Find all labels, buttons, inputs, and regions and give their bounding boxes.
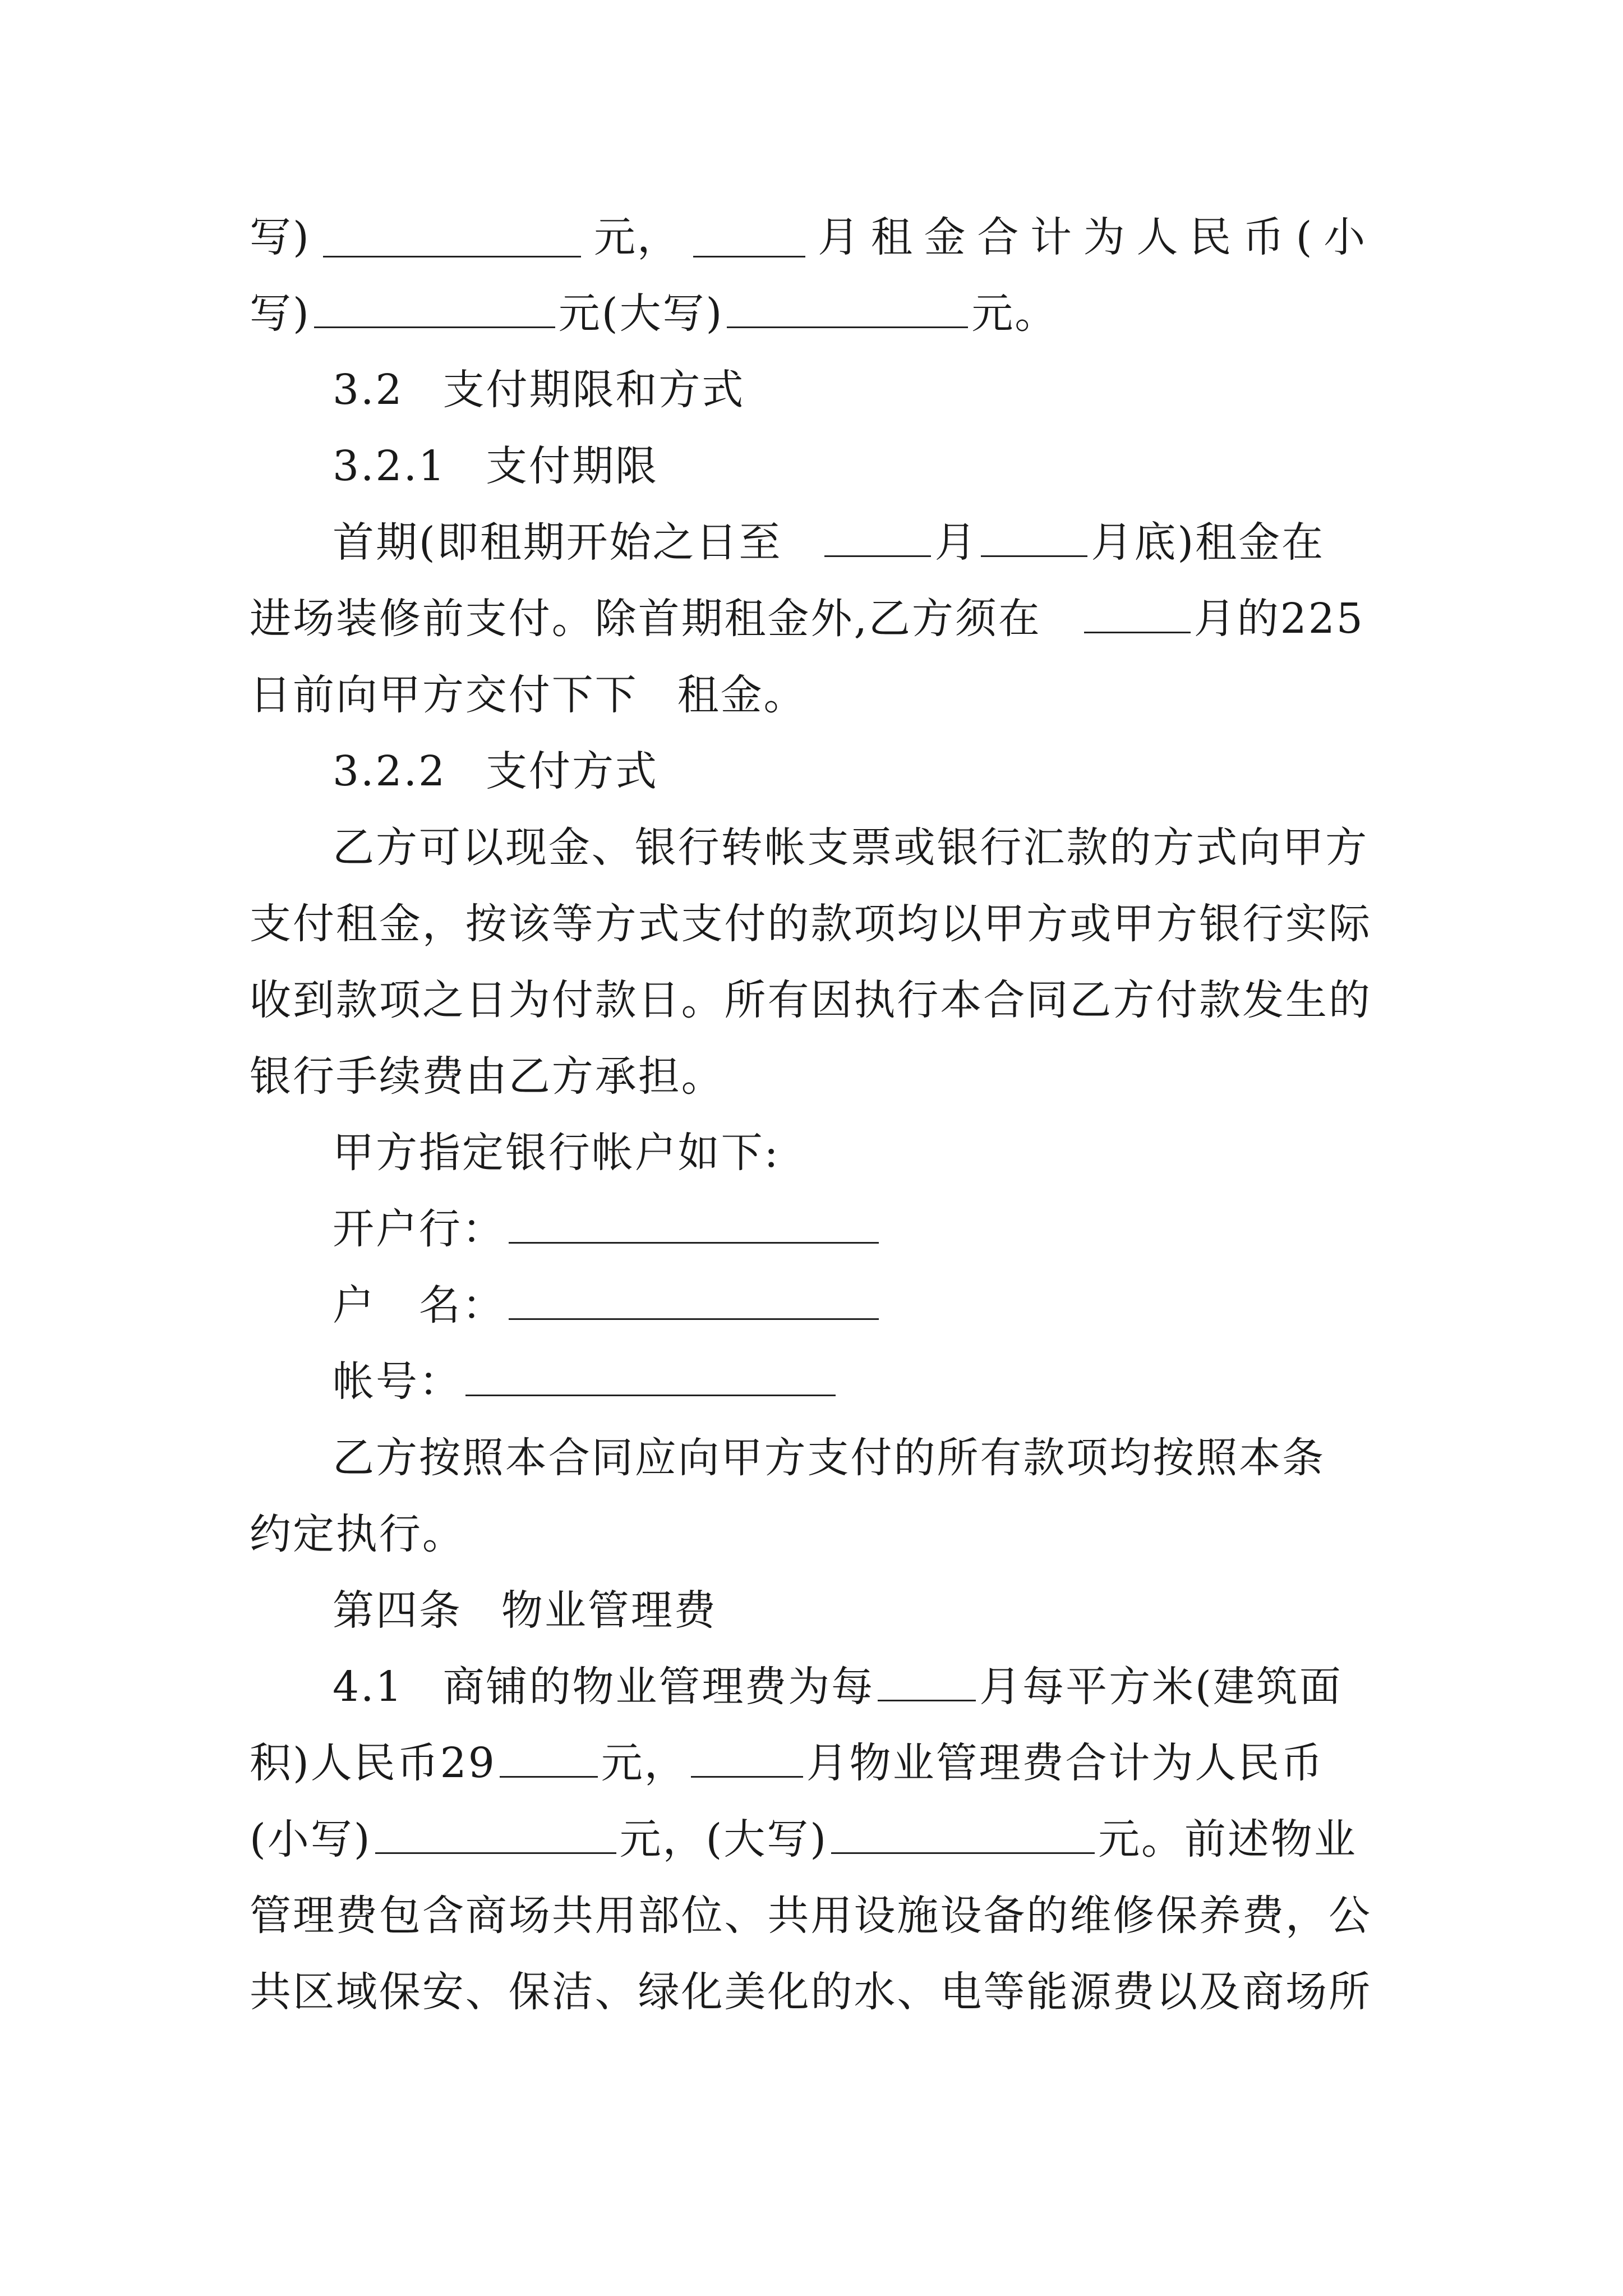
text: 月每平方米(建筑面: [979, 1663, 1343, 1711]
text: 写): [250, 289, 311, 338]
bank-name-label: 开户行：: [333, 1205, 505, 1253]
section-number: 3.2.2: [333, 747, 447, 795]
text: 乙方按照本合同应向甲方支付的所有款项均按照本条: [333, 1434, 1326, 1482]
account-name-label: 户 名：: [333, 1281, 505, 1329]
paragraph-line: [250, 581, 1377, 657]
text: 收到款项之日为付款日。所有因执行本合同乙方付款发生的: [250, 976, 1372, 1024]
blank-field: [500, 1738, 598, 1778]
account-number-blank: [465, 1356, 836, 1396]
text: 甲方指定银行帐户如下:: [333, 1129, 780, 1177]
text: 月: [934, 518, 978, 567]
text: 进场装修前支付。除首期租金外,乙方须在: [250, 595, 1041, 643]
text: 元，(大写): [619, 1815, 828, 1864]
blank-field: [878, 1662, 976, 1701]
text: 共区域保安、保洁、绿化美化的水、电等能源费以及商场所: [250, 1968, 1372, 2016]
section-heading: [250, 733, 1377, 809]
blank-field: [691, 1738, 803, 1778]
document-page: [250, 199, 1377, 2030]
text: 月底)租金在: [1091, 518, 1325, 567]
account-number-label: 帐号：: [333, 1358, 462, 1406]
paragraph-line: [250, 1420, 1377, 1496]
text: 日前向甲方交付下下: [250, 671, 638, 719]
text: 租金。: [677, 671, 807, 719]
blank-field: [323, 217, 581, 257]
text: 元，: [594, 213, 680, 261]
section-title: 支付方式: [486, 747, 658, 795]
bank-name-row: [250, 1191, 1377, 1267]
section-title: 支付期限和方式: [442, 366, 745, 414]
paragraph-line: [250, 886, 1377, 962]
paragraph-line: [250, 1801, 1377, 1878]
section-title: 支付期限: [486, 442, 658, 490]
account-number-row: [250, 1343, 1377, 1420]
text: 乙方可以现金、银行转帐支票或银行汇款的方式向甲方: [333, 823, 1369, 872]
text: 月的225: [1193, 595, 1364, 643]
text: 月物业管理费合计为人民币: [806, 1739, 1325, 1787]
section-heading: [250, 352, 1377, 428]
section-number: 3.2.1: [333, 442, 447, 490]
paragraph-line: [250, 1038, 1377, 1115]
paragraph-line: [250, 504, 1377, 581]
text: 管理费包含商场共用部位、共用设施设备的维修保养费，公: [250, 1892, 1372, 1940]
bank-name-blank: [509, 1204, 879, 1244]
blank-field: [981, 517, 1087, 557]
section-number: 3.2: [333, 366, 404, 414]
blank-field: [314, 288, 555, 328]
article-heading: [250, 1572, 1377, 1649]
paragraph-line: [250, 1725, 1377, 1801]
account-name-blank: [509, 1280, 879, 1320]
paragraph-line: [250, 1878, 1377, 1954]
text: 写): [250, 213, 311, 261]
paragraph-line: [250, 962, 1377, 1038]
paragraph-line: [250, 1649, 1377, 1725]
text: 元。: [971, 289, 1058, 338]
paragraph-line: [250, 1496, 1377, 1572]
paragraph-line: [250, 809, 1377, 886]
blank-field: [375, 1814, 616, 1854]
blank-field: [693, 217, 805, 257]
section-heading: [250, 428, 1377, 504]
text: 月租金合计为人民币(小: [818, 213, 1377, 261]
text: 商铺的物业管理费为每: [442, 1663, 875, 1711]
text: 约定执行。: [250, 1510, 465, 1558]
article-title: 物业管理费: [501, 1586, 717, 1635]
text: 支付租金，按该等方式支付的款项均以甲方或甲方银行实际: [250, 900, 1372, 948]
paragraph-line: [250, 275, 1377, 352]
paragraph-line: [250, 1115, 1377, 1191]
account-name-row: [250, 1267, 1377, 1343]
section-number: 4.1: [333, 1663, 404, 1711]
text: 元。前述物业: [1098, 1815, 1357, 1864]
paragraph-line: [250, 657, 1377, 733]
text: 首期(即租期开始之日至: [333, 518, 782, 567]
blank-field: [824, 517, 931, 557]
article-number: 第四条: [333, 1586, 462, 1635]
text: 积)人民币29: [250, 1739, 496, 1787]
text: (小写): [250, 1815, 372, 1864]
paragraph-line: [250, 199, 1377, 275]
paragraph-line: [250, 1954, 1377, 2030]
text: 银行手续费由乙方承担。: [250, 1052, 725, 1101]
blank-field: [831, 1814, 1095, 1854]
text: 元(大写): [558, 289, 724, 338]
blank-field: [1084, 593, 1191, 633]
blank-field: [727, 288, 968, 328]
text: 元，: [601, 1739, 688, 1787]
